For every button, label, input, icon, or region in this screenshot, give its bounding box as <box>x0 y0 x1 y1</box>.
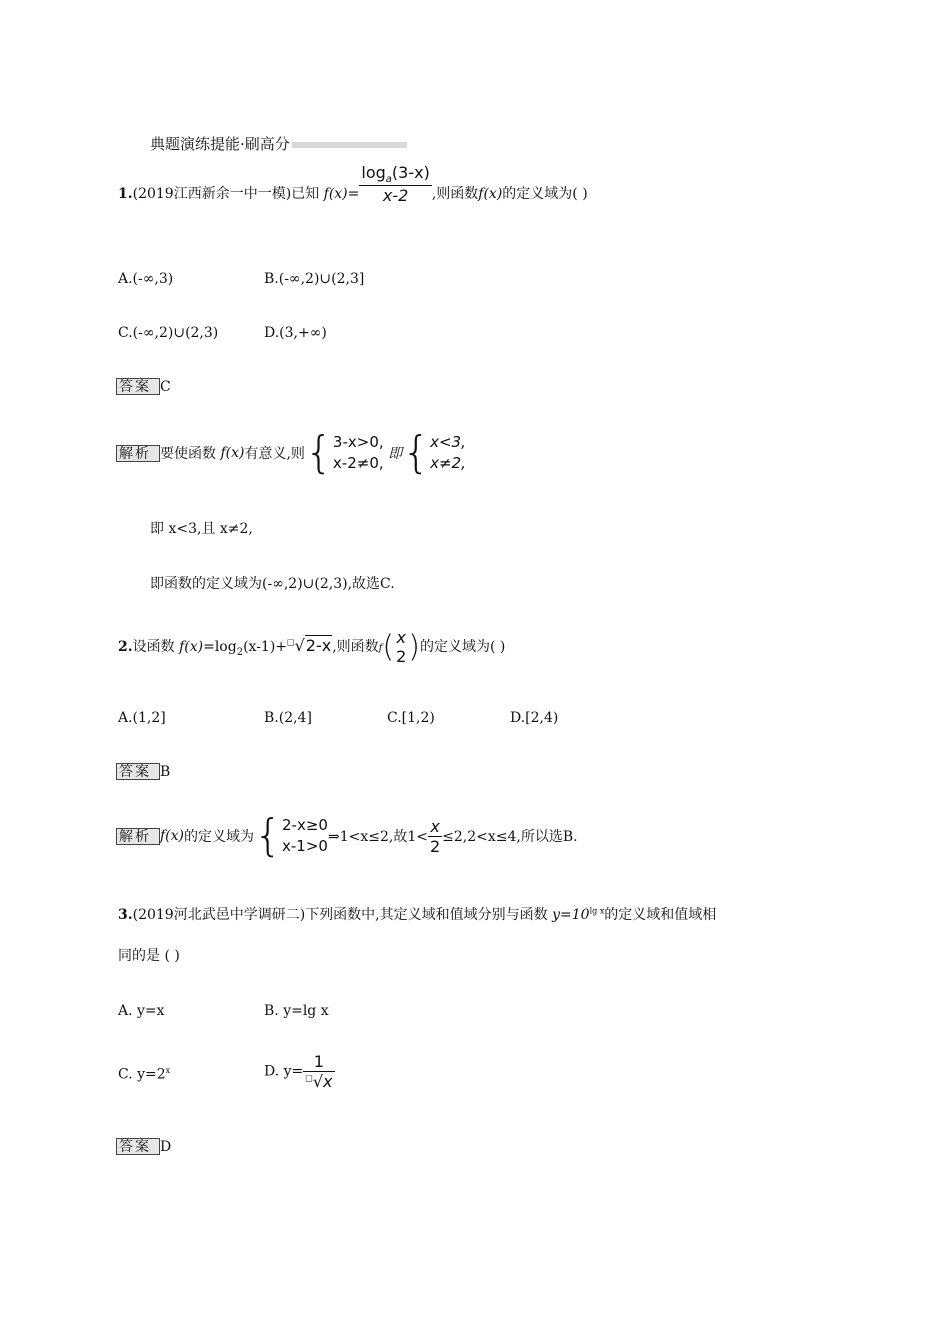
q1-eq: = <box>347 186 360 203</box>
q2-analysis <box>116 810 578 861</box>
q1-case2-row1: x<3, <box>430 433 466 451</box>
q2-analysis-frac-den: 2 <box>429 836 441 856</box>
q1-tail-func: f(x) <box>478 186 503 203</box>
q3-option-b: B. y=lg x <box>264 1003 329 1019</box>
q2-answer <box>116 763 170 780</box>
q2-analysis-b: ⇒1<x≤2,故1< <box>327 829 428 845</box>
q3-option-d-text: D. y= <box>264 1063 304 1080</box>
q3-stem-line1 <box>118 904 716 924</box>
title-bar-decoration <box>292 142 407 148</box>
q3-lead: 下列函数中,其定义域和值域分别与函数 <box>305 907 548 923</box>
q3-stem-line2: 同的是 ( ) <box>118 948 180 964</box>
q1-source: (2019江西新余一中一模) <box>132 186 292 203</box>
section-title-text: 典题演练提能·刷高分 <box>150 135 290 153</box>
q2-option-d: D.[2,4) <box>510 710 559 726</box>
q1-number: 1. <box>118 186 133 203</box>
q2-analysis-frac-num: x <box>430 816 440 836</box>
q2-frac-den: 2 <box>396 647 407 666</box>
q1-denominator: x-2 <box>359 185 431 205</box>
q2-option-c: C.[1,2) <box>387 710 435 726</box>
q3-option-d-root-index: □ <box>305 1073 313 1083</box>
q3-number: 3. <box>118 907 133 923</box>
q1-case1-row2: x-2≠0, <box>332 454 384 472</box>
q2-sqrt: □√2-x <box>287 636 332 655</box>
q1-analysis-tag: 解析 <box>116 445 160 462</box>
q1-tail-a: ,则函数 <box>431 186 479 203</box>
q1-cases-2 <box>430 432 466 474</box>
q1-analysis-line3: 即函数的定义域为(-∞,2)∪(2,3),故选C. <box>150 576 395 592</box>
q2-analysis-func: f(x) <box>160 828 185 844</box>
q2-analysis-tag: 解析 <box>116 828 160 845</box>
q1-brace-2: { <box>402 427 431 478</box>
q1-option-a: A.(-∞,3) <box>118 271 174 287</box>
q1-answer <box>116 378 171 395</box>
q1-option-d: D.(3,+∞) <box>264 325 327 341</box>
q1-brace-1: { <box>304 427 333 478</box>
q1-option-b: B.(-∞,2)∪(2,3] <box>264 271 365 287</box>
q3-option-d-den: □√x <box>305 1072 333 1091</box>
q1-analysis <box>116 427 466 478</box>
q1-cases-1 <box>333 432 384 474</box>
q2-f-letter: f <box>378 643 383 654</box>
q2-rparen: ) <box>408 629 420 665</box>
q3-option-d-fraction <box>303 1052 334 1091</box>
q2-number: 2. <box>118 639 133 655</box>
q2-lparen: ( <box>382 629 395 665</box>
q2-fraction <box>394 628 408 666</box>
q1-case2-row2: x≠2, <box>430 454 466 472</box>
q2-analysis-a: 的定义域为 <box>184 829 255 845</box>
q2-stem <box>118 628 505 666</box>
q2-answer-value: B <box>160 764 171 780</box>
q1-log: log <box>361 163 386 182</box>
q2-analysis-fraction <box>428 817 442 856</box>
q3-answer <box>116 1138 171 1155</box>
q3-answer-value: D <box>160 1139 172 1155</box>
q2-answer-tag: 答案 <box>116 763 160 780</box>
q3-func: y=10 <box>552 907 590 923</box>
q3-source: (2019河北武邑中学调研二) <box>132 907 306 923</box>
section-title <box>150 133 407 154</box>
q1-analysis-func: f(x) <box>220 445 245 461</box>
q1-log-base: a <box>385 174 392 186</box>
q1-lead: 已知 <box>291 186 320 203</box>
q2-analysis-c: ≤2,2<x≤4,所以选B. <box>442 829 578 845</box>
q1-case1-row1: 3-x>0, <box>332 433 384 451</box>
q2-tail-b: 的定义域为( ) <box>420 639 506 655</box>
q1-func: f(x) <box>323 186 348 203</box>
q2-sqrt-body: 2-x <box>305 636 332 655</box>
q2-lead: 设函数 <box>132 639 175 655</box>
q3-option-a: A. y=x <box>118 1003 165 1019</box>
q1-answer-tag: 答案 <box>116 378 160 395</box>
q2-func: f(x) <box>179 639 204 655</box>
q2-option-b: B.(2,4] <box>264 710 312 726</box>
q1-stem <box>118 163 588 206</box>
q1-analysis-line2: 即 x<3,且 x≠2, <box>150 521 253 537</box>
q1-analysis-a: 要使函数 <box>160 446 216 462</box>
q3-tail: 的定义域和值域相 <box>604 907 717 923</box>
q1-tail-b: 的定义域为( ) <box>502 186 588 203</box>
q2-log-base: 2 <box>236 646 244 658</box>
q2-option-a: A.(1,2] <box>118 710 166 726</box>
q3-func-exponent: lg x <box>589 906 605 916</box>
q3-option-d <box>264 1052 335 1091</box>
q1-fraction <box>359 163 431 205</box>
q2-def2: (x-1)+ <box>243 639 288 655</box>
q1-option-c: C.(-∞,2)∪(2,3) <box>118 325 219 341</box>
q1-analysis-mid: 即 <box>388 446 403 462</box>
q2-tail-a: ,则函数 <box>332 639 379 655</box>
q3-option-d-num: 1 <box>313 1052 324 1071</box>
q2-case-row1: 2-x≥0 <box>282 816 328 834</box>
q3-option-c <box>118 1066 170 1083</box>
q3-option-c-text: C. y=2 <box>118 1066 166 1083</box>
q1-analysis-b: 有意义,则 <box>244 446 305 462</box>
q3-option-d-radicand: x <box>323 1072 333 1091</box>
q2-cases <box>282 815 328 857</box>
q2-brace: { <box>254 810 283 861</box>
q2-frac-num: x <box>396 628 406 647</box>
q2-case-row2: x-1>0 <box>282 837 328 855</box>
q2-def: =log <box>203 639 237 655</box>
q1-answer-value: C <box>160 379 171 395</box>
q1-log-arg: (3-x) <box>391 163 430 182</box>
q2-sqrt-index: □ <box>287 637 295 647</box>
q3-answer-tag: 答案 <box>116 1138 160 1155</box>
q3-option-c-exponent: x <box>165 1066 171 1075</box>
